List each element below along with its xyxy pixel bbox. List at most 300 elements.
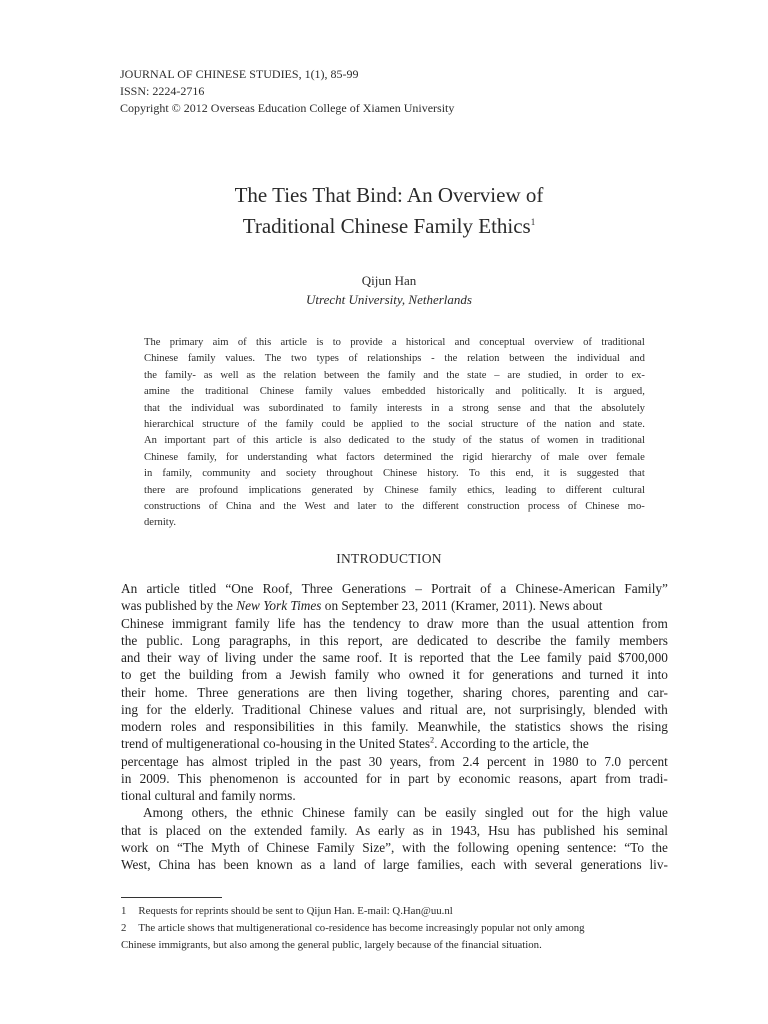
word: Chinese (585, 500, 620, 512)
word: draw (427, 615, 454, 631)
word: - (431, 353, 435, 365)
word: and (599, 418, 615, 430)
section-heading-introduction: INTRODUCTION (336, 551, 442, 566)
word: in (299, 632, 311, 648)
footnote-2-continuation: Chinese immigrants, but also among the general public, largely because of the financial situation. (121, 939, 542, 951)
word: the (401, 500, 415, 512)
word: values (360, 701, 395, 717)
word: male (558, 451, 580, 463)
word: – (494, 369, 500, 381)
word: of (247, 839, 259, 855)
word: family (235, 615, 270, 631)
word: has (517, 822, 536, 838)
word: family (546, 650, 582, 665)
word: liv- (649, 857, 668, 872)
word: the (315, 753, 332, 769)
word: is (286, 770, 296, 786)
body-line (121, 753, 668, 770)
word: are (308, 684, 325, 700)
word: this (319, 632, 339, 648)
word: the (543, 418, 557, 430)
word: the (264, 418, 278, 430)
word: interests (386, 402, 423, 414)
text-segment: . According to the article, the (434, 736, 589, 752)
word: status (499, 435, 524, 447)
word: has (198, 857, 216, 872)
word: the (444, 353, 458, 365)
word: car- (647, 684, 668, 700)
word: life (277, 615, 296, 631)
word: and (205, 719, 225, 734)
footnote-1 (121, 903, 668, 920)
word: Size”, (362, 839, 395, 855)
body-line (121, 804, 668, 821)
word: Chinese (121, 615, 164, 631)
word: well (220, 369, 239, 381)
word: and (529, 402, 546, 414)
word: the (169, 402, 182, 414)
word: family, (162, 468, 193, 480)
word: immigrant (171, 615, 228, 631)
word: statistics (515, 719, 561, 734)
word: chores, (511, 684, 550, 700)
word: of (526, 418, 536, 430)
word: the (164, 667, 181, 683)
word: strong (462, 402, 489, 414)
word: Chinese (259, 386, 294, 398)
title-line-2 (100, 211, 678, 242)
word: cultural (612, 484, 645, 496)
word: are (391, 632, 409, 648)
word: $700,000 (618, 650, 668, 665)
word: West, (121, 857, 151, 872)
word: 7.0 (604, 753, 621, 769)
word: is (595, 386, 603, 398)
word: land (333, 857, 357, 872)
footnotes (121, 903, 668, 954)
word: values. (225, 353, 255, 365)
word: are (507, 369, 521, 381)
word: of (364, 857, 376, 872)
word: family (285, 418, 314, 430)
word: traditional (205, 386, 249, 398)
word: To (468, 468, 480, 480)
word: tradi- (639, 770, 668, 786)
word: the (283, 500, 297, 512)
word: easily (445, 805, 477, 821)
word: out (532, 805, 550, 821)
word: singled (484, 805, 524, 821)
word: the (236, 805, 253, 821)
word: to (396, 435, 405, 447)
abstract-line (144, 401, 645, 417)
word: blended (593, 701, 636, 717)
word: that (121, 822, 141, 838)
abstract-line (144, 499, 645, 515)
word: constructions (144, 500, 201, 512)
word: “One (225, 581, 254, 596)
word: more (461, 615, 489, 631)
word: female (616, 451, 645, 463)
word: as (246, 369, 256, 381)
text-segment: on September 23, 2011 (Kramer, 2011). News about (321, 598, 603, 614)
word: ethnic (260, 805, 294, 821)
word: Chinese (309, 701, 353, 717)
abstract-line (144, 368, 645, 384)
word: family (304, 386, 333, 398)
word: the (427, 418, 441, 430)
word: this (342, 719, 363, 734)
issn: ISSN: 2224-2716 (120, 84, 205, 98)
word: generations (237, 684, 300, 700)
word: sharing (462, 684, 503, 700)
word: in (431, 402, 440, 414)
word: in (569, 369, 578, 381)
word: by (363, 484, 374, 496)
word: nation (564, 418, 592, 430)
word: apart (570, 770, 597, 786)
word: almost (211, 753, 248, 769)
word: and (402, 701, 422, 717)
word: 1943, (450, 822, 481, 838)
word: Traditional (242, 701, 301, 717)
word: opening (516, 839, 560, 855)
word: understanding (247, 451, 308, 463)
word: his (603, 822, 619, 838)
word: the (263, 369, 276, 381)
word: to (408, 615, 420, 631)
abstract-line: dernity. (144, 517, 176, 529)
word: the (651, 839, 668, 855)
word: on (155, 839, 170, 855)
body-line (121, 615, 668, 632)
word: 30 (368, 753, 383, 769)
word: there (144, 484, 166, 496)
word: to (384, 500, 393, 512)
word: As (355, 822, 371, 838)
word: surprisingly, (519, 701, 586, 717)
word: of (462, 435, 472, 447)
word: different (565, 484, 602, 496)
journal-citation: JOURNAL OF CHINESE STUDIES, 1(1), 85-99 (120, 67, 359, 81)
word: Meanwhile, (417, 719, 481, 734)
word: paid (588, 650, 612, 665)
word: This (177, 770, 202, 786)
word: implications (248, 484, 301, 496)
word: usual (551, 615, 580, 631)
word: report, (347, 632, 383, 648)
word: the (170, 701, 187, 717)
word: relation (283, 369, 317, 381)
word: historically (436, 386, 485, 398)
word: and (454, 337, 470, 348)
word: generations (580, 857, 642, 872)
word: of (568, 500, 577, 512)
word: the (121, 632, 138, 648)
word: 2.4 (462, 753, 480, 769)
word: profound (199, 484, 239, 496)
word: this (255, 337, 272, 348)
word: in (533, 753, 545, 769)
word: structure (202, 418, 240, 430)
word: Jewish (289, 667, 327, 683)
word: historical (405, 337, 446, 348)
word: individual (576, 353, 620, 365)
word: be (353, 418, 364, 430)
word: in (121, 770, 132, 786)
word: 2009. (139, 770, 170, 786)
word: way (178, 650, 201, 665)
word: of (206, 650, 219, 665)
word: high (606, 805, 631, 821)
word: families, (417, 857, 464, 872)
word: of (247, 418, 257, 430)
word: provide (350, 337, 383, 348)
body-line (121, 856, 668, 873)
word: Family (316, 839, 355, 855)
word: the (527, 615, 544, 631)
word: from (428, 753, 455, 769)
word: the (550, 632, 567, 648)
word: two (290, 353, 307, 365)
word: and (260, 468, 276, 480)
body-line (121, 632, 668, 649)
word: with (644, 701, 668, 717)
abstract-line (144, 466, 645, 482)
title-line-2-text: Traditional Chinese Family Ethics (242, 214, 531, 238)
word: is (403, 650, 413, 665)
word: modern (121, 719, 162, 734)
word: dedicated (348, 435, 390, 447)
word: between (323, 369, 360, 381)
word: the (367, 369, 380, 381)
word: the (554, 353, 568, 365)
word: can (396, 805, 416, 821)
word: suggested (576, 468, 619, 480)
word: also (324, 435, 342, 447)
word: from (641, 615, 668, 631)
word: from (604, 770, 631, 786)
body-line (121, 649, 668, 666)
word: ethics, (467, 484, 495, 496)
word: years, (389, 753, 422, 769)
word: sentence: (567, 839, 617, 855)
word: to (477, 632, 488, 648)
word: their (146, 650, 172, 665)
word: then (334, 684, 358, 700)
word: paragraphs, (229, 632, 291, 648)
word: It (577, 386, 585, 398)
word: to (586, 753, 597, 769)
word: China (158, 857, 191, 872)
word: the (144, 369, 157, 381)
word: living (224, 650, 256, 665)
word: economic (458, 770, 511, 786)
word: hierarchy (491, 451, 532, 463)
word: Hsu (488, 822, 510, 838)
word: family (387, 369, 416, 381)
word: work (121, 839, 149, 855)
body-line (121, 718, 668, 735)
word: the (479, 435, 493, 447)
word: the (581, 805, 599, 821)
word: it (543, 468, 550, 480)
word: a (391, 337, 397, 348)
word: process (527, 500, 560, 512)
body-line-segment (121, 597, 602, 614)
word: overview (534, 337, 574, 348)
body-line (121, 597, 668, 614)
word: in (431, 822, 443, 838)
word: generations (492, 667, 554, 683)
title-footnote-mark: 1 (530, 217, 536, 227)
author-block (100, 271, 678, 309)
word: determined (383, 451, 432, 463)
word: is (309, 435, 317, 447)
word: politically. (521, 386, 567, 398)
word: sense (497, 402, 521, 414)
abstract-line (144, 335, 645, 351)
word: family (575, 632, 611, 648)
word: placed (165, 822, 201, 838)
word: could (321, 418, 345, 430)
word: ing (121, 701, 138, 717)
word: in (297, 753, 308, 769)
word: order (585, 369, 608, 381)
footnote-text: The article shows that multigenerational co-residence has become increasingly popular not only among (138, 922, 585, 934)
word: the (433, 839, 450, 855)
copyright-notice: Copyright © 2012 Overseas Education College of Xiamen University (120, 101, 455, 115)
word: Among (143, 805, 183, 821)
word: of (583, 337, 592, 348)
word: of (237, 337, 247, 348)
word: “To (624, 839, 644, 855)
word: generated (311, 484, 353, 496)
word: that (470, 650, 491, 665)
word: for (468, 667, 484, 683)
word: titled (188, 581, 217, 596)
word: the (328, 615, 346, 631)
word: not (494, 701, 512, 717)
word: The (264, 353, 282, 365)
word: the (299, 650, 316, 665)
word: percentage (121, 753, 179, 769)
abstract-line (144, 351, 645, 367)
word: Three (301, 581, 333, 596)
word: traditional (601, 337, 645, 348)
word: are (175, 484, 189, 496)
word: of (348, 353, 358, 365)
title-line-1: The Ties That Bind: An Overview of (234, 183, 544, 207)
word: members (619, 632, 668, 648)
word: public. (146, 632, 183, 648)
body-line (121, 580, 668, 597)
word: Lee (520, 650, 541, 665)
word: the (497, 650, 514, 665)
word: same (322, 650, 350, 665)
word: Chinese-American (515, 581, 616, 596)
word: together, (407, 684, 454, 700)
word: article (146, 581, 180, 596)
word: living (366, 684, 398, 700)
word: society (286, 468, 317, 480)
word: in (144, 468, 153, 480)
word: is (148, 822, 158, 838)
word: of (208, 500, 218, 512)
abstract-line (144, 483, 645, 499)
word: family. (310, 822, 348, 838)
article-title (100, 180, 678, 242)
word: describe (496, 632, 541, 648)
word: family (353, 805, 389, 821)
word: rigid (462, 451, 483, 463)
word: reported (419, 650, 464, 665)
word: The (144, 337, 161, 348)
word: are, (466, 701, 486, 717)
word: for (225, 451, 239, 463)
word: Portrait (431, 581, 471, 596)
word: family (187, 353, 216, 365)
word: studied, (528, 369, 562, 381)
body-line (121, 839, 668, 856)
word: parenting (559, 684, 610, 700)
word: following (457, 839, 509, 855)
word: Chinese (384, 484, 419, 496)
word: is (316, 337, 324, 348)
footnote-number: 2 (121, 922, 127, 934)
word: family. (371, 719, 409, 734)
word: is (559, 468, 567, 480)
word: hierarchical (144, 418, 194, 430)
footnote-number: 1 (121, 905, 127, 917)
word: tripled (255, 753, 290, 769)
word: Generations (341, 581, 407, 596)
word: who (377, 667, 401, 683)
word: into (647, 667, 668, 683)
word: An (121, 581, 138, 596)
word: different (422, 500, 459, 512)
abstract-line (144, 384, 645, 400)
word: been (223, 857, 249, 872)
word: has (186, 753, 205, 769)
word: the (181, 386, 194, 398)
word: important (164, 435, 206, 447)
word: several (534, 857, 573, 872)
abstract (144, 335, 645, 532)
text-segment: trend of multigenerational co-housing in the United States (121, 736, 431, 752)
word: than (496, 615, 520, 631)
word: it (631, 667, 639, 683)
word: to (121, 667, 132, 683)
body-line (121, 735, 668, 752)
body-line (121, 684, 668, 701)
author-name: Qijun Han (361, 273, 417, 288)
word: shows (569, 719, 604, 734)
word: Roof, (262, 581, 293, 596)
word: the (229, 822, 247, 838)
word: and (333, 500, 350, 512)
word: attention (587, 615, 635, 631)
word: structure (481, 418, 519, 430)
word: turned (589, 667, 624, 683)
word: others, (191, 805, 228, 821)
word: what (316, 451, 337, 463)
word: family (334, 667, 370, 683)
word: applied (371, 418, 403, 430)
word: and (121, 650, 141, 665)
body-line (121, 822, 668, 839)
word: and (259, 500, 275, 512)
